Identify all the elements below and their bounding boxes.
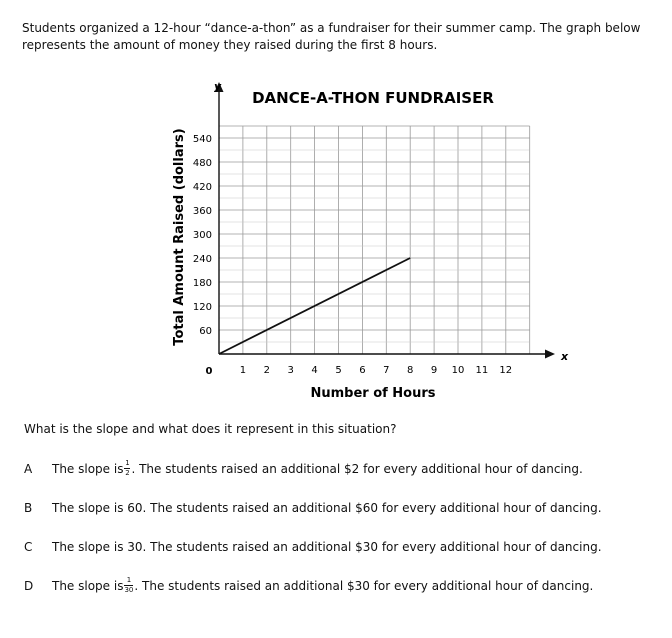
origin-label: 0 [205, 366, 213, 377]
chart-axes [215, 82, 556, 359]
y-axis-variable: y [214, 80, 222, 93]
y-tick-label: 300 [192, 230, 212, 241]
choice-d[interactable] [24, 577, 593, 594]
y-tick-label: 60 [199, 326, 212, 337]
y-tick-label: 120 [192, 302, 212, 313]
choice-letter: A [24, 461, 33, 476]
choice-letter: C [24, 540, 33, 554]
choice-letter: D [24, 578, 34, 593]
y-tick-label: 240 [192, 254, 212, 265]
choice-b[interactable] [24, 500, 602, 516]
chart-ticks [193, 134, 512, 376]
x-axis-variable: x [561, 350, 569, 363]
y-tick-label: 180 [192, 278, 212, 289]
fraction-denominator: 30 [124, 586, 134, 594]
y-axis-label: Total Amount Raised (dollars) [172, 128, 187, 346]
x-tick-label: 9 [430, 365, 438, 376]
x-axis-label: Number of Hours [310, 386, 436, 401]
x-tick-label: 1 [239, 365, 247, 376]
choice-text: The slope is 60. The students raised an additional $60 for every additional hour of dancing. [52, 501, 602, 515]
choice-c[interactable] [24, 539, 602, 555]
choice-a[interactable] [24, 460, 583, 477]
x-tick-label: 5 [335, 365, 342, 376]
choice-text-pre: The slope is [52, 461, 124, 476]
x-tick-label: 3 [287, 365, 294, 376]
x-tick-label: 2 [263, 365, 270, 376]
x-tick-label: 8 [407, 365, 414, 376]
chart-grid [219, 126, 530, 354]
fraction-numerator: 1 [125, 459, 130, 467]
x-tick-label: 12 [499, 365, 513, 376]
choice-text-pre: The slope is [52, 578, 124, 593]
x-tick-label: 11 [475, 365, 489, 376]
fraction-denominator: 2 [125, 469, 130, 477]
fraction [124, 577, 133, 594]
x-tick-label: 10 [451, 365, 465, 376]
x-tick-label: 6 [359, 365, 366, 376]
choice-text-post: . The students raised an additional $30 for every additional hour of dancing. [134, 578, 594, 593]
y-tick-label: 480 [192, 158, 212, 169]
choice-text-post: . The students raised an additional $2 for every additional hour of dancing. [131, 461, 583, 476]
x-tick-label: 4 [311, 365, 318, 376]
choice-text: The slope is 30. The students raised an additional $30 for every additional hour of dancing. [52, 540, 602, 554]
x-axis-arrow [545, 350, 555, 359]
choice-letter: B [24, 501, 33, 515]
x-tick-label: 7 [383, 365, 390, 376]
y-tick-label: 420 [192, 182, 212, 193]
problem-intro: Students organized a 12-hour “dance-a-thon” as a fundraiser for their summer camp. The graph below represents the amount of money they raised during the first 8 hours. [22, 21, 641, 52]
y-tick-label: 540 [192, 134, 212, 145]
fraction-numerator: 1 [126, 576, 132, 584]
chart-title: DANCE-A-THON FUNDRAISER [252, 89, 494, 107]
question-text: What is the slope and what does it represent in this situation? [24, 422, 397, 436]
fraction [124, 460, 130, 477]
y-tick-label: 360 [192, 206, 212, 217]
